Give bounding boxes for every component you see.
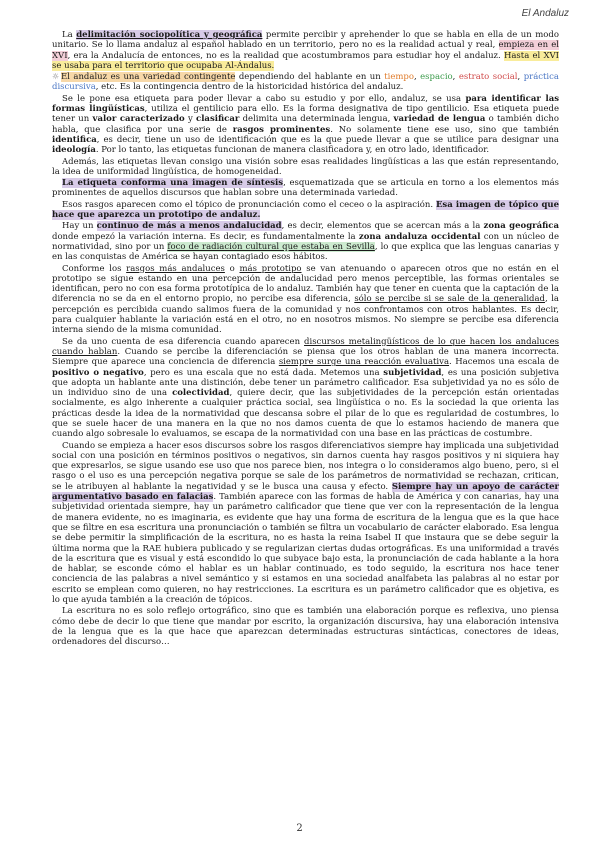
paragraph-10: Cuando se empieza a hacer esos discursos sobre los rasgos diferenciativos siempre hay implicada una subjetividad social con una posición en términos positivos o negativos, sin darnos cuenta hay rasgos positivos y ni siquiera hay que expresarlos, se sigue usando ese uso que nos parece bien, nos integra o lo consideramos algo bueno, pero, si el rasgo o el uso es una percepción negativa porque se sale de los parámetros de normatividad se rechazan, critican, se le atribuyen al hablante la negatividad y se le busca una causa y efecto. Siempre hay un apoyo de carácter argumentativo basado en falacias. También aparece con las formas de habla de América y con canarias, hay una subjetividad orientada siempre, hay un parámetro calificador que tiene que ver con la representación de la lengua de manera evidente, no es imaginaria, es evidente que hay una forma de escritura de la lengua que es la que hace que se filtre en esa escritura una pronunciación o también se filtra un vocabulario de carácter elaborado. Esa lengua se debe permitir la simplificación de la escritura, no es hasta la reina Isabel II que instaura que se debe seguir la última norma que la RAE hubiera publicado y se regularizan ciertas dudas ortográficas. Es una uniformidad a través de la escritura que es visual y está escondido lo que subyace bajo esta, la pronunciación de cada hablante a la hora de hablar, se esconde cómo el hablar es un hablar continuado, es todo seguido, la escritura nos hace tener conciencia de las palabras a nivel semántico y si estamos en una sociedad analfabeta las palabras al no estar por escrito se emplean como quieren, no hay restricciones. La escritura es un parámetro calificador que es objetiva, es lo que ayuda también a la creación de tópicos. <box>52 440 559 606</box>
highlight-xvi: empieza en el XVI <box>52 40 560 61</box>
paragraph-4: Además, las etiquetas llevan consigo una visión sobre esas realidades lingüísticas a las que están representando, la idea de uniformidad lingüística, de homogeneidad. <box>52 156 559 177</box>
paragraph-8: Conforme los rasgos más andaluces o más prototipo se van atenuando o aparecen otros que no están en el prototipo se sigue estando en una percepción de andalucidad pero menos perceptible, las formas orientales se identifican, pero no con esa forma prototípica de lo andaluz. También hay que tener en cuenta que la captación de la diferencia no se da en el entorno propio, no percibe esa diferencia, sólo se percibe si se sale de la generalidad, la percepción es percibida cuando salimos fuera de la comunidad y nos confrontamos con otros hablantes. Es decir, para cualquier hablante la variación está en el otro, no en nosotros mismos. No siempre se percibe esa diferencia interna siendo de la misma comunidad. <box>52 263 559 336</box>
highlight-variedad-contingente: El andaluz es una variedad contingente <box>61 72 236 83</box>
highlight-imagen-sintesis: La etiqueta conforma una imagen de síntesis <box>62 178 284 189</box>
highlight-falacias: Siempre hay un apoyo de carácter argumentativo basado en falacias <box>52 481 559 503</box>
lightbulb-icon: ☼ <box>52 72 60 82</box>
highlight-continuo: continuo de más a menos andalucidad <box>96 221 282 232</box>
term-estrato-social: estrato social <box>458 72 518 83</box>
term-espacio: espacio <box>420 72 453 83</box>
term-practica-discursiva: práctica discursiva <box>52 72 559 93</box>
page-number: 2 <box>296 823 303 834</box>
paragraph-3: Se le pone esa etiqueta para poder llevar a cabo su estudio y por ello, andaluz, se usa para identificar las formas lingüísticas, utiliza el gentilicio para ello. Es la forma designativa de tipo gentilicio. Esa etiqueta puede tener un valor caracterizado y clasificar delimita una determinada lengua, variedad de lengua o también dicho habla, que clasifica por una serie de rasgos prominentes. No solamente tiene ese uso, sino que también identifica, es decir, tiene un uso de identificación que es la que puede llevar a que se utilice para designar una ideología. Por lo tanto, las etiquetas funcionan de manera clasificadora y, en otro lado, identificador. <box>52 93 559 156</box>
paragraph-6: Esos rasgos aparecen como el tópico de pronunciación como el ceceo o la aspiración. Esa imagen de tópico que hace que aparezca un prototipo de andaluz. <box>52 199 559 221</box>
paragraph-9: Se da uno cuenta de esa diferencia cuando aparecen discursos metalingüísticos de lo que hacen los andaluces cuando hablan. Cuando se percibe la diferenciación se piensa que los otros hablan de una manera incorrecta. Siempre que aparece una conciencia de diferencia siempre surge una reacción evaluativa. Hacemos una escala de positivo o negativo, pero es una escala que no está dada. Metemos una subjetividad, es una posición subjetiva que adopta un hablante ante una distinción, debe tener un parámetro calificador. Esa subjetividad ya no es sólo de un individuo sino de una colectividad, quiere decir, que las subjetividades de la percepción están orientadas socialmente, es algo inherente a cualquier práctica social, sea lingüística o no. Es la sociedad la que orienta las prácticas desde la idea de la normatividad que descansa sobre el pilar de lo que es regularidad de costumbres, lo que se suele hacer de una manera en la que no nos damos cuenta de que lo estamos haciendo de manera que cuando algo sobresale lo evaluamos, se escapa de la normatividad con una base en las prácticas de costumbre. <box>52 336 560 440</box>
highlight-prototipo: Esa imagen de tópico que hace que aparezca un prototipo de andaluz. <box>52 199 559 221</box>
document-body <box>52 30 559 649</box>
highlight-al-andalus: Hasta el XVI se usaba para el territorio que ocupaba Al-Ándalus. <box>52 50 560 71</box>
paragraph-11: La escritura no es solo reflejo ortográfico, sino que es también una elaboración porque es reflexiva, uno piensa cómo debe de decir lo que tiene que mandar por escrito, la organización discursiva, hay una elaboración intensiva de la lengua que es la que hace que aparezcan determinadas estructuras sintácticas, conectores de ideas, ordenadores del discurso… <box>52 606 559 648</box>
paragraph-1: La delimitación sociopolítica y geográfica permite percibir y aprehender lo que se habla en ella de un modo unitario. Se lo llama andaluz al español hablado en un territorio, pero no es la realidad actual y real, empieza en el XVI, era la Andalucía de entonces, no es la realidad que acostumbramos para estudiar hoy el andaluz. Hasta el XVI se usaba para el territorio que ocupaba Al-Ándalus. <box>52 30 560 71</box>
paragraph-7: Hay un continuo de más a menos andalucidad, es decir, elementos que se acercan más a la zona geográfica donde empezó la variación interna. Es decir, es fundamentalmente la zona andaluza occidental con un núcleo de normatividad, sino por un foco de radiación cultural que estaba en Sevilla, lo que explica que las lenguas canarias y en las conquistas de América se hayan contagiado esos hábitos. <box>52 221 559 263</box>
running-header: El Andaluz <box>521 8 569 19</box>
paragraph-2: ☼ El andaluz es una variedad contingente dependiendo del hablante en un tiempo, espacio, estrato social, práctica discursiva, etc. Es la contingencia dentro de la historicidad histórica del andaluz. <box>52 72 559 93</box>
highlight-foco-sevilla: foco de radiación cultural que estaba en Sevilla <box>167 241 375 252</box>
term-tiempo: tiempo <box>384 72 414 83</box>
paragraph-5: La etiqueta conforma una imagen de síntesis, esquematizada que se articula en torno a los elementos más prominentes de aquellos discursos que hablan sobre una determinada variedad. <box>52 178 559 199</box>
highlight-delimitacion: delimitación sociopolítica y geográfica <box>76 30 263 40</box>
